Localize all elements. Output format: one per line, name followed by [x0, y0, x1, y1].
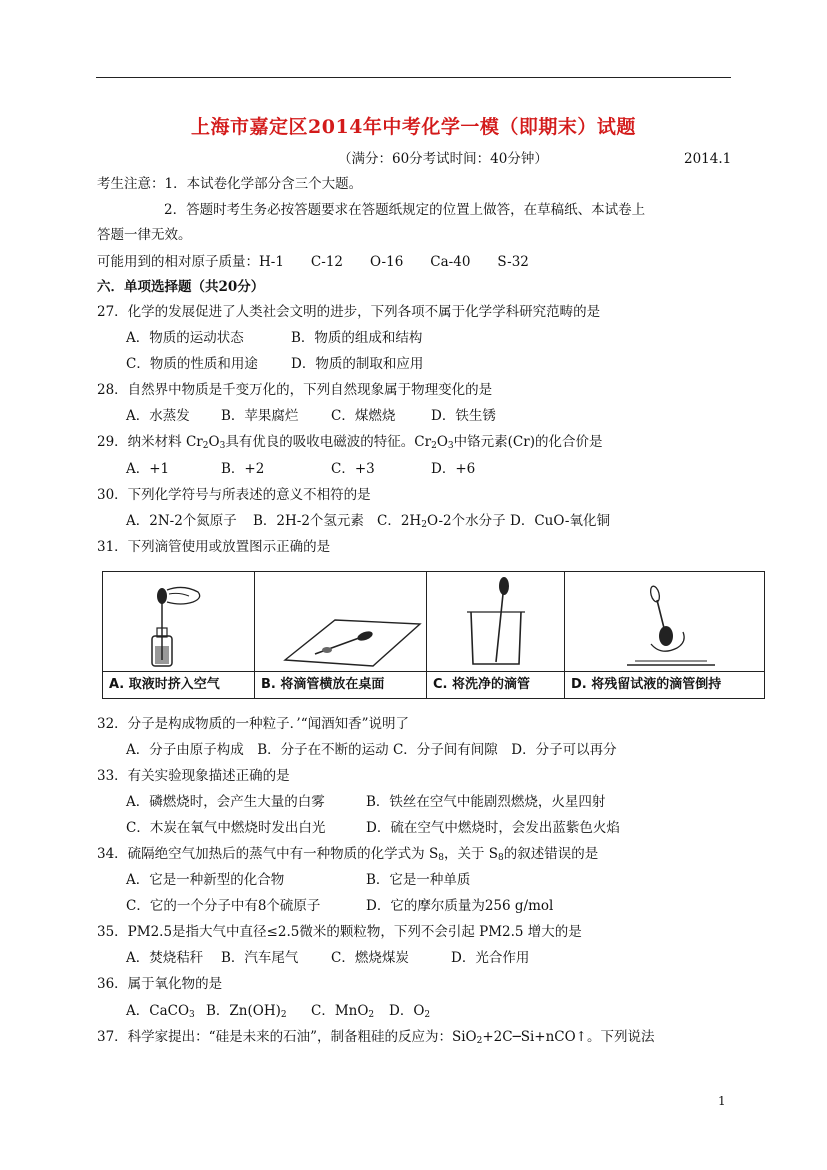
q37-stem: 37．科学家提出：“硅是未来的石油”，制备粗硅的反应为：SiO$_2$+2C─Si+nCO↑。下列说法: [97, 1029, 655, 1046]
caption-d: D. 将残留试液的滴管倒持: [565, 671, 764, 698]
dropper-inverted-illustration: [565, 572, 765, 672]
header-rule: [96, 77, 731, 78]
q34-option-b: B．它是一种单质: [366, 872, 471, 888]
q27-option-b: B．物质的组成和结构: [291, 330, 423, 346]
q28-option-a: A．水蒸发: [126, 408, 190, 424]
q29-option-c: C．+3: [331, 461, 375, 477]
exam-info: （满分：60分考试时间：40分钟）: [338, 151, 548, 167]
q28-option-d: D．铁生锈: [431, 408, 496, 424]
q32-options: A．分子由原子构成 B．分子在不断的运动 C．分子间有间隙 D．分子可以再分: [126, 742, 617, 758]
q31-stem: 31．下列滴管使用或放置图示正确的是: [97, 539, 331, 555]
section-title: 六．单项选择题（共20分）: [97, 279, 265, 295]
q36-stem: 36．属于氧化物的是: [97, 976, 223, 992]
q36-option-d: D．$O_2$: [389, 1003, 431, 1020]
q29-option-b: B．+2: [221, 461, 265, 477]
figure-panel-b: [255, 572, 427, 698]
q33-option-c: C．木炭在氧气中燃烧时发出白光: [126, 820, 326, 836]
notes-line-2: 2．答题时考生务必按答题要求在答题纸规定的位置上做答，在草稿纸、本试卷上: [164, 202, 646, 218]
q29-stem: 29．纳米材料 $Cr_2O_3$具有优良的吸收电磁波的特征。$Cr_2O_3$中铬元素(Cr)的化合价是: [97, 434, 603, 451]
dropper-on-table-illustration: [255, 572, 427, 672]
q32-stem: 32．分子是构成物质的一种粒子．’“闻酒知香”说明了: [97, 716, 410, 732]
q27-stem: 27．化学的发展促进了人类社会文明的进步，下列各项不属于化学学科研究范畴的是: [97, 304, 601, 320]
atomic-masses: 可能用到的相对原子质量：H-1 C-12 O-16 Ca-40 S-32: [97, 254, 529, 270]
q31-figure: [102, 571, 765, 699]
q28-stem: 28．自然界中物质是千变万化的，下列自然现象属于物理变化的是: [97, 382, 493, 398]
q28-option-c: C．煤燃烧: [331, 408, 396, 424]
dropper-squeeze-illustration: [103, 572, 255, 672]
figure-panel-d: [565, 572, 764, 698]
caption-c: C. 将洗净的滴管: [427, 671, 564, 698]
notes-line-3: 答题一律无效。: [97, 227, 192, 243]
q33-option-d: D．硫在空气中燃烧时，会发出蓝紫色火焰: [366, 820, 620, 836]
q29-option-a: A．+1: [126, 461, 170, 477]
dropper-in-beaker-illustration: [427, 572, 565, 672]
q27-option-a: A．物质的运动状态: [126, 330, 244, 346]
q36-option-b: B．$Zn(OH)_2$: [206, 1003, 287, 1020]
caption-a: A. 取液时挤入空气: [103, 671, 254, 698]
q35-option-b: B．汽车尾气: [221, 950, 299, 966]
q28-option-b: B．苹果腐烂: [221, 408, 299, 424]
figure-panel-a: [103, 572, 255, 698]
q33-stem: 33．有关实验现象描述正确的是: [97, 768, 290, 784]
q30-stem: 30．下列化学符号与所表述的意义不相符的是: [97, 487, 371, 503]
q35-option-a: A．焚烧秸秆: [126, 950, 204, 966]
q34-stem: 34．硫隔绝空气加热后的蒸气中有一种物质的化学式为 $S_8$，关于 $S_8$的叙述错误的是: [97, 846, 599, 863]
q33-option-a: A．磷燃烧时，会产生大量的白雾: [126, 794, 325, 810]
q36-option-a: A．CaCO$_3$: [126, 1003, 195, 1020]
q30-option-b: B．2H-2个氢元素: [253, 513, 364, 529]
q34-option-d: D．它的摩尔质量为256 g/mol: [366, 898, 554, 914]
notes-line-1: 考生注意：1．本试卷化学部分含三个大题。: [97, 176, 363, 192]
q30-option-a: A．2N-2个氮原子: [126, 513, 237, 529]
q36-option-c: C．MnO$_2$: [311, 1003, 375, 1020]
q33-option-b: B．铁丝在空气中能剧烈燃烧，火星四射: [366, 794, 606, 810]
q34-option-c: C．它的一个分子中有8个硫原子: [126, 898, 321, 914]
q27-option-d: D．物质的制取和应用: [291, 356, 424, 372]
page-title: 上海市嘉定区2014年中考化学一模（即期末）试题: [191, 116, 636, 138]
caption-b: B. 将滴管横放在桌面: [255, 671, 426, 698]
q35-option-c: C．燃烧煤炭: [331, 950, 409, 966]
q29-option-d: D．+6: [431, 461, 476, 477]
q35-stem: 35．PM2.5是指大气中直径≤2.5微米的颗粒物，下列不会引起 PM2.5 增大的是: [97, 924, 582, 940]
figure-panel-c: [427, 572, 565, 698]
q27-option-c: C．物质的性质和用途: [126, 356, 258, 372]
q35-option-d: D．光合作用: [451, 950, 530, 966]
q30-option-d: D．CuO-氧化铜: [510, 513, 610, 529]
q34-option-a: A．它是一种新型的化合物: [126, 872, 285, 888]
q30-option-c: C．$2H_2O-2$个水分子: [377, 513, 506, 530]
exam-date: 2014.1: [684, 151, 732, 167]
page-number: 1: [718, 1094, 726, 1108]
